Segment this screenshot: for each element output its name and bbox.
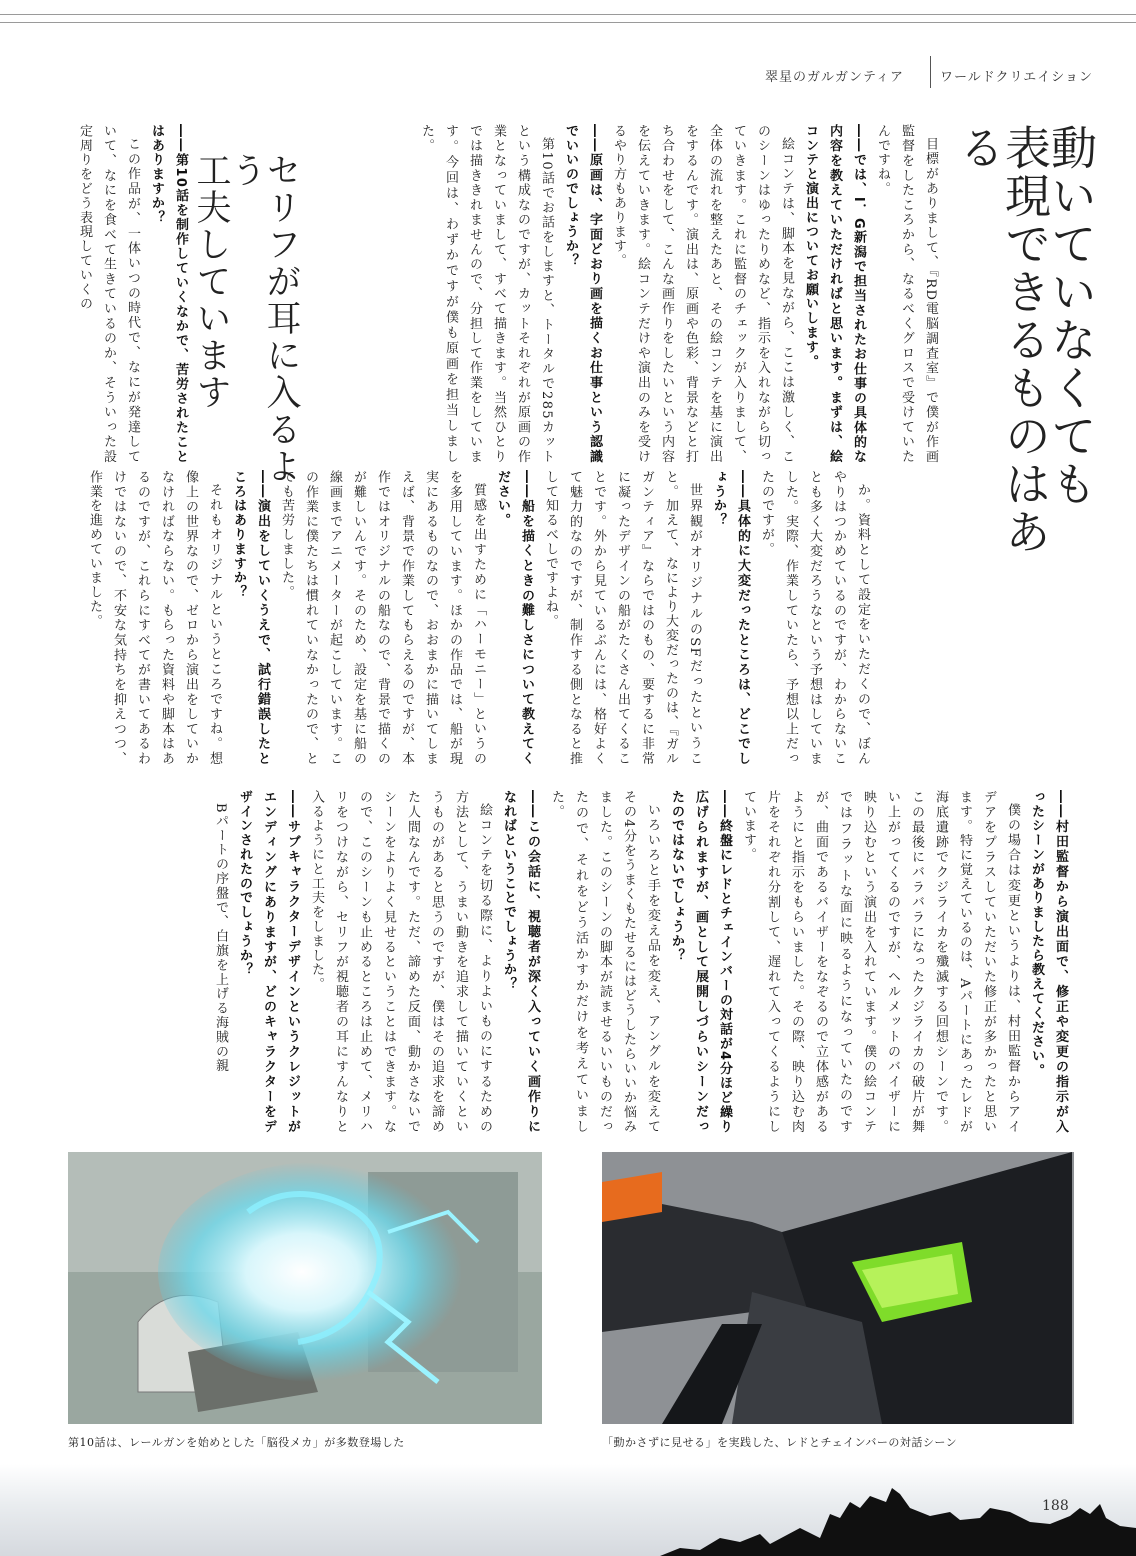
article-title (952, 124, 1098, 584)
header-divider (930, 56, 931, 88)
screenshot-railgun-scene (68, 1152, 542, 1424)
answer-paragraph: 僕の場合は変更というよりは、村田監督からアイデアをプラスしていただいた修正が多かったと思います。特に覚えているのは、Aパートにあったレドが海底遺跡でクジライカを殲滅する回想シーンです。この最後にバラバラになったクジライカの破片が舞い上がってくるのですが、ヘルメットのバイザーに映り込むという演出を入れています。僕の絵コンテではフラットな面に映るようになっていたのですが、曲面であるバイザーをなぞるので立体感があるようにと指示をもらいました。その際、映り込む肉片をそれぞれ分割して、遅れて入ってくるようにしています。 (741, 790, 1020, 1134)
question-paragraph: ――では、I．G新潟で担当されたお仕事の具体的な内容を教えていただければと思います。まずは、絵コンテと演出についてお願いします。 (803, 124, 866, 464)
answer-paragraph: 質感を出すために「ハーモニー」というのを多用しています。ほかの作品では、船が現実にあるものなので、おおまかに描いてしまえば、背景で作業してもらえるのですが、本作ではオリジナルの船なので、背景で描くのが難しいんです。そのため、設定を基に船の線画までアニメーターが起こしています。この作業に僕たちは慣れていなかったので、とても苦労しました。 (279, 470, 486, 766)
answer-paragraph: 第10話でお話をしますと、トータルで285カットという構成なのですが、カットそれぞれが原画の作業となっていまして、すべて描きます。当然ひとりでは描ききれませんので、分担して作業をしています。今回は、わずかですが僕も原画を担当しました。 (419, 124, 554, 464)
answer-paragraph: それもオリジナルというところですね。想像上の世界なので、ゼロから演出をしていかなければならない。もらった資料や脚本はあるのですが、これらにすべてが書いてあるわけではないので、不安な気持ちを抑えつつ、作業を進めていました。 (87, 470, 222, 766)
text-block-top-end (64, 124, 192, 464)
question-paragraph: ――終盤にレドとチェインバーの対話が4分ほど繰り広げられますが、画として展開しづらいシーンだったのではないでしょうか？ (669, 790, 732, 1134)
answer-paragraph: この作品が、一体いつの時代で、なにが発達していて、なにを食べて生きているのか、そういった設定周りをどう表現していくの (77, 124, 140, 464)
skyline-silhouette (660, 1468, 1136, 1556)
question-paragraph: ――第10話を制作していくなかで、苦労されたことはありますか？ (149, 124, 188, 464)
title-line: 表現できるものはある (952, 124, 1052, 556)
page-header (765, 56, 1093, 90)
question-paragraph: ――具体的に大変だったところは、どこでしょうか？ (711, 470, 750, 766)
subtitle-line: 工夫しています (191, 152, 231, 411)
answer-paragraph: か。資料として設定をいただくので、ぼんやりはつかめているのですが、わからないことも多く大変だろうなという予想はしていました。実際、作業していたら、予想以上だったのですが。 (759, 470, 870, 766)
article-subtitle (191, 152, 301, 492)
answer-paragraph: 目標がありまして、『RD電脳調査室』で僕が作画監督をしたころから、なるべくグロスで受けていたんですね。 (875, 124, 938, 464)
question-paragraph: ――船を描くときの難しさについて教えてください。 (495, 470, 534, 766)
answer-paragraph: 絵コンテを切る際に、よりよいものにするための方法として、うまい動きを追求して描いていくというものがあると思うのですが、僕はその追求を諦めた人間なんです。ただ、諦めた反面、動かさないでシーンをよりよく見せるということはできます。なので、このシーンも止めるところは止めて、メリハリをつけながら、セリフが視聴者の耳にすんなりと入るようにと工夫をしました。 (309, 790, 492, 1134)
question-paragraph: ――この会話に、視聴者が深く入っていく画作りになればということでしょうか？ (501, 790, 540, 1134)
series-title: 翠星のガルガンティア (765, 70, 904, 85)
text-block-bottom (64, 790, 1072, 1134)
title-line: 動いていなくても (1044, 124, 1098, 508)
photo-caption: 第10話は、レールガンを始めとした「脳役メカ」が多数登場した (68, 1436, 405, 1449)
question-paragraph: ――原画は、字面どおり画を描くお仕事という認識でいいのでしょうか？ (563, 124, 602, 464)
question-paragraph: ――サブキャラクターデザインというクレジットがエンディングにありますが、どのキャラクターをデザインされたのでしょうか？ (237, 790, 300, 1134)
photo-caption: 「動かさずに見せる」を実践した、レドとチェインバーの対話シーン (602, 1436, 958, 1449)
text-block-middle (64, 470, 874, 766)
answer-paragraph: 絵コンテは、脚本を見ながら、ここは激しく、このシーンはゆったりめなど、指示を入れながら切っていきます。これに監督のチェックが入りまして、全体の流れを整えたあと、その絵コンテを基に演出をするんです。演出は、原画や色彩、背景などと打ち合わせをして、こんな画作りをしたいという内容を伝えていきます。絵コンテだけや演出のみを受けるやり方もあります。 (611, 124, 794, 464)
text-block-top-main (304, 124, 942, 464)
screenshot-dialogue-scene (602, 1152, 1074, 1424)
answer-paragraph: いろいろと手を変え品を変え、アングルを変えてその4分をうまくもたせるにはどうしたらいいか悩みました。このシーンの脚本が読ませるいいものだったので、それをどう活かすかだけを考えていました。 (549, 790, 660, 1134)
subtitle-line: セリフが耳に入るよう (226, 152, 301, 485)
page-number: 188 (1042, 1498, 1069, 1514)
top-rule (0, 22, 1136, 23)
question-paragraph: ――演出をしていくうえで、試行錯誤したところはありますか？ (231, 470, 270, 766)
top-rule (0, 14, 1136, 15)
answer-paragraph: Bパートの序盤で、白旗を上げる海賊の親 (213, 803, 228, 1074)
answer-paragraph: 世界観がオリジナルのSFだったということ。加えて、なにより大変だったのは、『ガルガンティア』ならではのもの、要するに非常に凝ったデザインの船がたくさん出てくることです。外から見ているぶんには、格好よくて魅力的なのですが、制作する側となると推して知るべしですよね。 (543, 470, 702, 766)
question-paragraph: ――村田監督から演出面で、修正や変更の指示が入ったシーンがありましたら教えてください。 (1029, 790, 1068, 1134)
section-title: ワールドクリエイション (940, 70, 1093, 85)
